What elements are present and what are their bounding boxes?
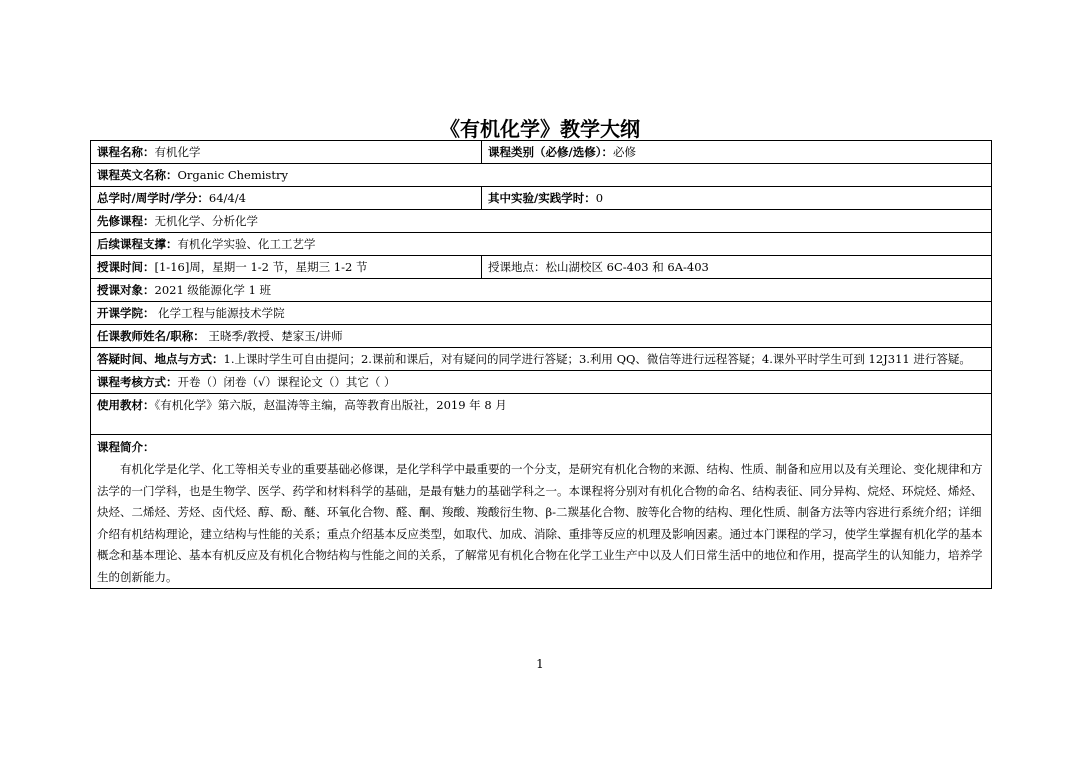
course-type-value: 必修 (612, 145, 636, 159)
assessment-cell (91, 371, 992, 394)
course-type-label: 课程类别（必修/选修）： (488, 145, 613, 159)
teachers-value: 王晓季/教授、楚家玉/讲师 (204, 329, 343, 343)
lab-hours-value: 0 (595, 191, 604, 205)
location-cell (482, 256, 992, 279)
english-name-label: 课程英文名称： (97, 168, 178, 182)
intro-cell (91, 435, 992, 589)
location-value: 授课地点：松山湖校区 6C-403 和 6A-403 (488, 260, 709, 274)
prerequisite-value: 无机化学、分析化学 (154, 214, 258, 228)
audience-cell (91, 279, 992, 302)
course-name-label: 课程名称： (97, 145, 155, 159)
english-name-cell (91, 164, 992, 187)
college-value: 化学工程与能源技术学院 (154, 306, 285, 320)
table-row (91, 164, 992, 187)
textbook-label: 使用教材： (97, 398, 155, 412)
table-row (91, 302, 992, 325)
lab-hours-label: 其中实验/实践学时： (488, 191, 596, 205)
hours-cell (91, 187, 482, 210)
assessment-value: 开卷（）闭卷（√）课程论文（）其它（ ） (177, 375, 396, 389)
follow-up-label: 后续课程支撑： (97, 237, 178, 251)
intro-label: 课程简介： (97, 440, 155, 454)
course-name-cell (91, 141, 482, 164)
table-row (91, 371, 992, 394)
table-row (91, 394, 992, 435)
lab-hours-cell (482, 187, 992, 210)
prerequisite-label: 先修课程： (97, 214, 155, 228)
qa-cell (91, 348, 992, 371)
audience-label: 授课对象： (97, 283, 155, 297)
hours-value: 64/4/4 (208, 191, 246, 205)
prerequisite-cell (91, 210, 992, 233)
table-row (91, 141, 992, 164)
document-title: 《有机化学》教学大纲 (440, 117, 640, 141)
teachers-label: 任课教师姓名/职称： (97, 329, 205, 343)
qa-label: 答疑时间、地点与方式： (97, 352, 224, 366)
table-row (91, 325, 992, 348)
table-row (91, 348, 992, 371)
page-number: 1 (536, 657, 544, 671)
table-row (91, 233, 992, 256)
college-cell (91, 302, 992, 325)
schedule-cell (91, 256, 482, 279)
table-row (91, 256, 992, 279)
table-row (91, 279, 992, 302)
follow-up-cell (91, 233, 992, 256)
table-row (91, 210, 992, 233)
textbook-cell (91, 394, 992, 435)
schedule-label: 授课时间： (97, 260, 155, 274)
english-name-value: Organic Chemistry (177, 168, 288, 182)
qa-value: 1.上课时学生可自由提问；2.课前和课后，对有疑问的同学进行答疑；3.利用 QQ、微信等进行远程答疑；4.课外平时学生可到 12J311 进行答疑。 (223, 352, 971, 366)
course-type-cell (482, 141, 992, 164)
college-label: 开课学院： (97, 306, 155, 320)
audience-value: 2021 级能源化学 1 班 (154, 283, 272, 297)
intro-text: 有机化学是化学、化工等相关专业的重要基础必修课，是化学科学中最重要的一个分支，是研究有机化合物的来源、结构、性质、制备和应用以及有关理论、变化规律和方法学的一门学科，也是生物学、医学、药学和材料科学的基础，是最有魅力的基础学科之一。本课程将分别对有机化合物的命名、结构表征、同分异构、烷烃、环烷烃、烯烃、炔烃、二烯烃、芳烃、卤代烃、醇、酚、醚、环氧化合物、醛、酮、羧酸、羧酸衍生物、β-二羰基化合物、胺等化合物的结构、理化性质、制备方法等内容进行系统介绍；详细介绍有机结构理论，建立结构与性能的关系；重点介绍基本反应类型，如取代、加成、消除、重排等反应的机理及影响因素。通过本门课程的学习，使学生掌握有机化学的基本概念和基本理论、基本有机反应及有机化合物结构与性能之间的关系，了解常见有机化合物在化学工业生产中以及人们日常生活中的地位和作用，提高学生的认知能力，培养学生的创新能力。 (97, 462, 983, 584)
course-name-value: 有机化学 (154, 145, 201, 159)
syllabus-table (90, 140, 992, 589)
assessment-label: 课程考核方式： (97, 375, 178, 389)
table-row (91, 435, 992, 589)
table-row (91, 187, 992, 210)
hours-label: 总学时/周学时/学分： (97, 191, 209, 205)
schedule-value: [1-16]周，星期一 1-2 节，星期三 1-2 节 (154, 260, 368, 274)
teachers-cell (91, 325, 992, 348)
textbook-value: 《有机化学》第六版，赵温涛等主编，高等教育出版社，2019 年 8 月 (154, 398, 507, 412)
follow-up-value: 有机化学实验、化工工艺学 (177, 237, 316, 251)
